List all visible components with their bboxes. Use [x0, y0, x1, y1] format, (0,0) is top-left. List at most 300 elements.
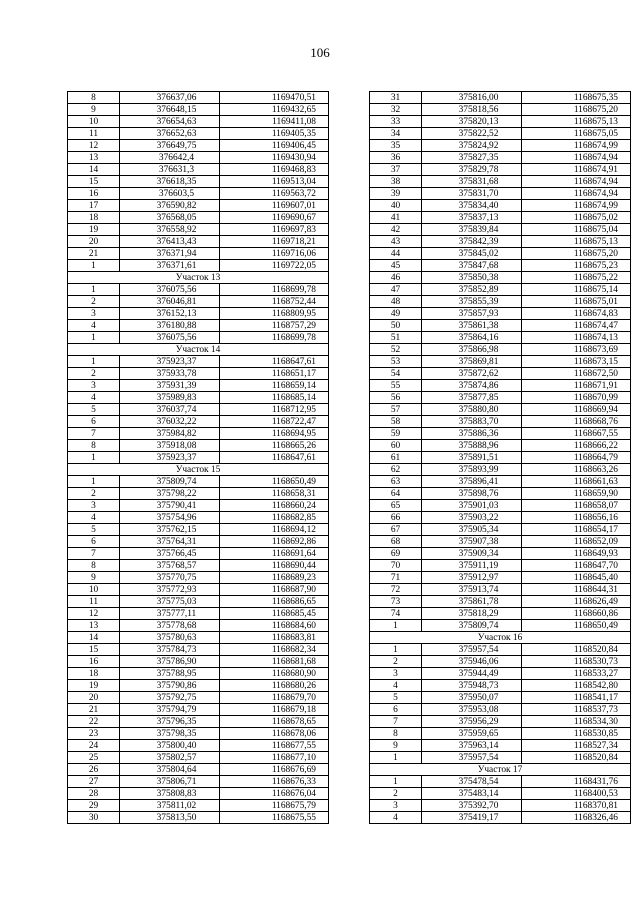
x-coordinate: 375772,93: [120, 584, 220, 596]
x-coordinate: 375898,76: [422, 488, 522, 500]
y-coordinate: 1168675,14: [522, 284, 631, 296]
table-row: [370, 800, 631, 812]
point-number: 60: [370, 440, 422, 452]
table-row: [68, 440, 329, 452]
y-coordinate: 1168683,81: [220, 632, 329, 644]
x-coordinate: 376568,05: [120, 212, 220, 224]
y-coordinate: 1168651,17: [220, 368, 329, 380]
y-coordinate: 1168689,23: [220, 572, 329, 584]
y-coordinate: 1168656,16: [522, 512, 631, 524]
section-title: Участок 13: [68, 272, 329, 284]
table-row: [68, 404, 329, 416]
y-coordinate: 1168687,90: [220, 584, 329, 596]
x-coordinate: 375831,70: [422, 188, 522, 200]
point-number: 5: [370, 692, 422, 704]
x-coordinate: 375775,03: [120, 596, 220, 608]
table-row: [68, 452, 329, 464]
y-coordinate: 1168626,49: [522, 596, 631, 608]
y-coordinate: 1168679,18: [220, 704, 329, 716]
y-coordinate: 1168674,94: [522, 188, 631, 200]
table-row: [68, 356, 329, 368]
table-row: [370, 680, 631, 692]
point-number: 46: [370, 272, 422, 284]
point-number: 3: [68, 380, 120, 392]
point-number: 34: [370, 128, 422, 140]
table-row: [370, 524, 631, 536]
point-number: 12: [68, 140, 120, 152]
x-coordinate: 375811,02: [120, 800, 220, 812]
point-number: 7: [68, 428, 120, 440]
table-row: [370, 356, 631, 368]
y-coordinate: 1168672,50: [522, 368, 631, 380]
point-number: 72: [370, 584, 422, 596]
y-coordinate: 1168665,26: [220, 440, 329, 452]
x-coordinate: 375762,15: [120, 524, 220, 536]
table-row: [370, 560, 631, 572]
y-coordinate: 1168527,34: [522, 740, 631, 752]
point-number: 51: [370, 332, 422, 344]
table-row: [68, 140, 329, 152]
point-number: 48: [370, 296, 422, 308]
x-coordinate: 375820,13: [422, 116, 522, 128]
x-coordinate: 375852,89: [422, 284, 522, 296]
y-coordinate: 1168694,12: [220, 524, 329, 536]
x-coordinate: 376413,43: [120, 236, 220, 248]
x-coordinate: 375818,29: [422, 608, 522, 620]
section-header-row: [68, 272, 329, 284]
y-coordinate: 1168431,76: [522, 776, 631, 788]
table-row: [370, 260, 631, 272]
point-number: 63: [370, 476, 422, 488]
y-coordinate: 1169432,65: [220, 104, 329, 116]
table-row: [370, 140, 631, 152]
x-coordinate: 375909,34: [422, 548, 522, 560]
table-row: [68, 224, 329, 236]
point-number: 40: [370, 200, 422, 212]
x-coordinate: 375857,93: [422, 308, 522, 320]
x-coordinate: 375959,65: [422, 728, 522, 740]
y-coordinate: 1168682,34: [220, 644, 329, 656]
table-row: [370, 452, 631, 464]
y-coordinate: 1168680,90: [220, 668, 329, 680]
point-number: 61: [370, 452, 422, 464]
x-coordinate: 375822,52: [422, 128, 522, 140]
y-coordinate: 1168681,68: [220, 656, 329, 668]
point-number: 13: [68, 620, 120, 632]
point-number: 26: [68, 764, 120, 776]
table-row: [68, 380, 329, 392]
coordinates-table-right: [369, 91, 631, 824]
y-coordinate: 1168652,09: [522, 536, 631, 548]
point-number: 2: [370, 656, 422, 668]
section-header-row: [370, 632, 631, 644]
x-coordinate: 375809,74: [422, 620, 522, 632]
x-coordinate: 375861,78: [422, 596, 522, 608]
x-coordinate: 375855,39: [422, 296, 522, 308]
x-coordinate: 375864,16: [422, 332, 522, 344]
table-row: [68, 308, 329, 320]
point-number: 12: [68, 608, 120, 620]
point-number: 68: [370, 536, 422, 548]
y-coordinate: 1169513,04: [220, 176, 329, 188]
point-number: 53: [370, 356, 422, 368]
table-row: [68, 644, 329, 656]
y-coordinate: 1168677,10: [220, 752, 329, 764]
table-row: [68, 632, 329, 644]
table-row: [68, 536, 329, 548]
y-coordinate: 1168664,79: [522, 452, 631, 464]
y-coordinate: 1168674,47: [522, 320, 631, 332]
x-coordinate: 375834,40: [422, 200, 522, 212]
table-row: [68, 764, 329, 776]
section-title: Участок 15: [68, 464, 329, 476]
x-coordinate: 375957,54: [422, 644, 522, 656]
table-row: [370, 380, 631, 392]
point-number: 8: [370, 728, 422, 740]
y-coordinate: 1168674,13: [522, 332, 631, 344]
y-coordinate: 1168647,61: [220, 452, 329, 464]
table-row: [370, 368, 631, 380]
x-coordinate: 375818,56: [422, 104, 522, 116]
table-row: [68, 476, 329, 488]
y-coordinate: 1168675,22: [522, 272, 631, 284]
y-coordinate: 1168685,45: [220, 608, 329, 620]
x-coordinate: 375913,74: [422, 584, 522, 596]
table-row: [68, 200, 329, 212]
x-coordinate: 376618,35: [120, 176, 220, 188]
y-coordinate: 1168691,64: [220, 548, 329, 560]
y-coordinate: 1168541,17: [522, 692, 631, 704]
y-coordinate: 1168658,07: [522, 500, 631, 512]
table-row: [68, 812, 329, 824]
table-row: [370, 176, 631, 188]
point-number: 19: [68, 224, 120, 236]
y-coordinate: 1168680,26: [220, 680, 329, 692]
table-row: [370, 692, 631, 704]
x-coordinate: 376649,75: [120, 140, 220, 152]
point-number: 37: [370, 164, 422, 176]
x-coordinate: 375866,98: [422, 344, 522, 356]
y-coordinate: 1169716,06: [220, 248, 329, 260]
table-row: [370, 584, 631, 596]
y-coordinate: 1168809,95: [220, 308, 329, 320]
x-coordinate: 375948,73: [422, 680, 522, 692]
point-number: 16: [68, 656, 120, 668]
table-row: [68, 716, 329, 728]
point-number: 1: [370, 644, 422, 656]
point-number: 20: [68, 692, 120, 704]
table-row: [68, 608, 329, 620]
table-row: [370, 128, 631, 140]
table-row: [370, 644, 631, 656]
y-coordinate: 1168370,81: [522, 800, 631, 812]
point-number: 59: [370, 428, 422, 440]
y-coordinate: 1168675,79: [220, 800, 329, 812]
y-coordinate: 1168679,70: [220, 692, 329, 704]
y-coordinate: 1168671,91: [522, 380, 631, 392]
y-coordinate: 1168647,70: [522, 560, 631, 572]
table-row: [370, 212, 631, 224]
table-row: [68, 488, 329, 500]
point-number: 38: [370, 176, 422, 188]
x-coordinate: 375813,50: [120, 812, 220, 824]
point-number: 19: [68, 680, 120, 692]
point-number: 44: [370, 248, 422, 260]
x-coordinate: 376652,63: [120, 128, 220, 140]
point-number: 4: [370, 812, 422, 824]
y-coordinate: 1168673,15: [522, 356, 631, 368]
table-row: [68, 512, 329, 524]
table-row: [370, 104, 631, 116]
table-row: [370, 320, 631, 332]
table-row: [68, 92, 329, 104]
x-coordinate: 376046,81: [120, 296, 220, 308]
y-coordinate: 1168712,95: [220, 404, 329, 416]
x-coordinate: 376371,94: [120, 248, 220, 260]
point-number: 45: [370, 260, 422, 272]
y-coordinate: 1168699,78: [220, 284, 329, 296]
x-coordinate: 375944,49: [422, 668, 522, 680]
y-coordinate: 1168673,69: [522, 344, 631, 356]
table-row: [370, 440, 631, 452]
x-coordinate: 375886,36: [422, 428, 522, 440]
table-row: [370, 572, 631, 584]
table-row: [370, 536, 631, 548]
table-row: [370, 116, 631, 128]
point-number: 28: [68, 788, 120, 800]
x-coordinate: 375809,74: [120, 476, 220, 488]
table-row: [370, 812, 631, 824]
table-row: [370, 164, 631, 176]
x-coordinate: 375764,31: [120, 536, 220, 548]
y-coordinate: 1168678,06: [220, 728, 329, 740]
table-row: [68, 188, 329, 200]
point-number: 8: [68, 92, 120, 104]
x-coordinate: 375847,68: [422, 260, 522, 272]
point-number: 2: [370, 788, 422, 800]
y-coordinate: 1169411,08: [220, 116, 329, 128]
x-coordinate: 375989,83: [120, 392, 220, 404]
y-coordinate: 1168659,90: [522, 488, 631, 500]
y-coordinate: 1168722,47: [220, 416, 329, 428]
point-number: 1: [68, 476, 120, 488]
point-number: 10: [68, 584, 120, 596]
table-row: [68, 296, 329, 308]
table-row: [370, 92, 631, 104]
x-coordinate: 375754,96: [120, 512, 220, 524]
point-number: 8: [68, 440, 120, 452]
table-row: [370, 752, 631, 764]
point-number: 32: [370, 104, 422, 116]
x-coordinate: 375790,41: [120, 500, 220, 512]
point-number: 6: [370, 704, 422, 716]
table-row: [370, 392, 631, 404]
y-coordinate: 1168650,49: [220, 476, 329, 488]
y-coordinate: 1169607,01: [220, 200, 329, 212]
x-coordinate: 375777,11: [120, 608, 220, 620]
x-coordinate: 376180,88: [120, 320, 220, 332]
point-number: 54: [370, 368, 422, 380]
y-coordinate: 1168660,24: [220, 500, 329, 512]
x-coordinate: 375792,75: [120, 692, 220, 704]
table-row: [370, 428, 631, 440]
point-number: 2: [68, 368, 120, 380]
table-row: [68, 284, 329, 296]
x-coordinate: 375831,68: [422, 176, 522, 188]
coordinates-table-left: [67, 91, 329, 824]
y-coordinate: 1168694,95: [220, 428, 329, 440]
y-coordinate: 1168400,53: [522, 788, 631, 800]
point-number: 36: [370, 152, 422, 164]
point-number: 3: [370, 668, 422, 680]
y-coordinate: 1168675,20: [522, 104, 631, 116]
table-row: [68, 788, 329, 800]
x-coordinate: 375888,96: [422, 440, 522, 452]
point-number: 35: [370, 140, 422, 152]
x-coordinate: 375953,08: [422, 704, 522, 716]
y-coordinate: 1169468,83: [220, 164, 329, 176]
y-coordinate: 1168649,93: [522, 548, 631, 560]
y-coordinate: 1168661,63: [522, 476, 631, 488]
point-number: 22: [68, 716, 120, 728]
point-number: 15: [68, 176, 120, 188]
table-row: [370, 740, 631, 752]
point-number: 11: [68, 596, 120, 608]
x-coordinate: 375824,92: [422, 140, 522, 152]
point-number: 58: [370, 416, 422, 428]
table-row: [370, 704, 631, 716]
section-header-row: [370, 764, 631, 776]
x-coordinate: 375806,71: [120, 776, 220, 788]
x-coordinate: 375933,78: [120, 368, 220, 380]
point-number: 64: [370, 488, 422, 500]
point-number: 52: [370, 344, 422, 356]
x-coordinate: 375883,70: [422, 416, 522, 428]
x-coordinate: 375918,08: [120, 440, 220, 452]
table-row: [370, 488, 631, 500]
x-coordinate: 376371,61: [120, 260, 220, 272]
section-title: Участок 16: [370, 632, 631, 644]
x-coordinate: 375869,81: [422, 356, 522, 368]
table-row: [370, 548, 631, 560]
x-coordinate: 375912,97: [422, 572, 522, 584]
y-coordinate: 1168686,65: [220, 596, 329, 608]
table-row: [68, 560, 329, 572]
table-row: [68, 320, 329, 332]
point-number: 9: [68, 104, 120, 116]
point-number: 8: [68, 560, 120, 572]
point-number: 18: [68, 668, 120, 680]
y-coordinate: 1168533,27: [522, 668, 631, 680]
x-coordinate: 375766,45: [120, 548, 220, 560]
x-coordinate: 375790,86: [120, 680, 220, 692]
x-coordinate: 375923,37: [120, 452, 220, 464]
y-coordinate: 1168668,76: [522, 416, 631, 428]
y-coordinate: 1169470,51: [220, 92, 329, 104]
table-row: [370, 404, 631, 416]
x-coordinate: 375804,64: [120, 764, 220, 776]
y-coordinate: 1168647,61: [220, 356, 329, 368]
table-row: [68, 428, 329, 440]
point-number: 13: [68, 152, 120, 164]
y-coordinate: 1169430,94: [220, 152, 329, 164]
point-number: 1: [68, 284, 120, 296]
y-coordinate: 1168757,29: [220, 320, 329, 332]
point-number: 15: [68, 644, 120, 656]
table-row: [370, 728, 631, 740]
table-row: [370, 188, 631, 200]
y-coordinate: 1168669,94: [522, 404, 631, 416]
y-coordinate: 1168675,23: [522, 260, 631, 272]
x-coordinate: 375392,70: [422, 800, 522, 812]
table-row: [370, 248, 631, 260]
x-coordinate: 376558,92: [120, 224, 220, 236]
point-number: 4: [68, 512, 120, 524]
x-coordinate: 375923,37: [120, 356, 220, 368]
table-row: [68, 176, 329, 188]
table-row: [370, 500, 631, 512]
x-coordinate: 375903,22: [422, 512, 522, 524]
x-coordinate: 376075,56: [120, 284, 220, 296]
y-coordinate: 1168654,17: [522, 524, 631, 536]
y-coordinate: 1168675,20: [522, 248, 631, 260]
x-coordinate: 375808,83: [120, 788, 220, 800]
section-title: Участок 14: [68, 344, 329, 356]
x-coordinate: 375478,54: [422, 776, 522, 788]
y-coordinate: 1168675,13: [522, 116, 631, 128]
table-row: [68, 500, 329, 512]
section-header-row: [68, 464, 329, 476]
x-coordinate: 375778,68: [120, 620, 220, 632]
y-coordinate: 1168675,04: [522, 224, 631, 236]
point-number: 3: [68, 308, 120, 320]
point-number: 7: [68, 548, 120, 560]
point-number: 57: [370, 404, 422, 416]
point-number: 66: [370, 512, 422, 524]
point-number: 69: [370, 548, 422, 560]
table-row: [68, 116, 329, 128]
point-number: 5: [68, 404, 120, 416]
point-number: 3: [370, 800, 422, 812]
table-row: [68, 416, 329, 428]
table-row: [68, 752, 329, 764]
y-coordinate: 1169405,35: [220, 128, 329, 140]
y-coordinate: 1168676,04: [220, 788, 329, 800]
point-number: 6: [68, 416, 120, 428]
point-number: 4: [68, 320, 120, 332]
y-coordinate: 1168520,84: [522, 644, 631, 656]
y-coordinate: 1168670,99: [522, 392, 631, 404]
point-number: 29: [68, 800, 120, 812]
y-coordinate: 1168675,35: [522, 92, 631, 104]
y-coordinate: 1169697,83: [220, 224, 329, 236]
point-number: 6: [68, 536, 120, 548]
x-coordinate: 376603,5: [120, 188, 220, 200]
x-coordinate: 376637,06: [120, 92, 220, 104]
y-coordinate: 1168674,83: [522, 308, 631, 320]
point-number: 11: [68, 128, 120, 140]
table-row: [68, 704, 329, 716]
y-coordinate: 1168674,91: [522, 164, 631, 176]
x-coordinate: 375905,34: [422, 524, 522, 536]
y-coordinate: 1168666,22: [522, 440, 631, 452]
table-row: [370, 668, 631, 680]
x-coordinate: 375786,90: [120, 656, 220, 668]
point-number: 5: [68, 524, 120, 536]
point-number: 71: [370, 572, 422, 584]
table-row: [68, 572, 329, 584]
x-coordinate: 375802,57: [120, 752, 220, 764]
